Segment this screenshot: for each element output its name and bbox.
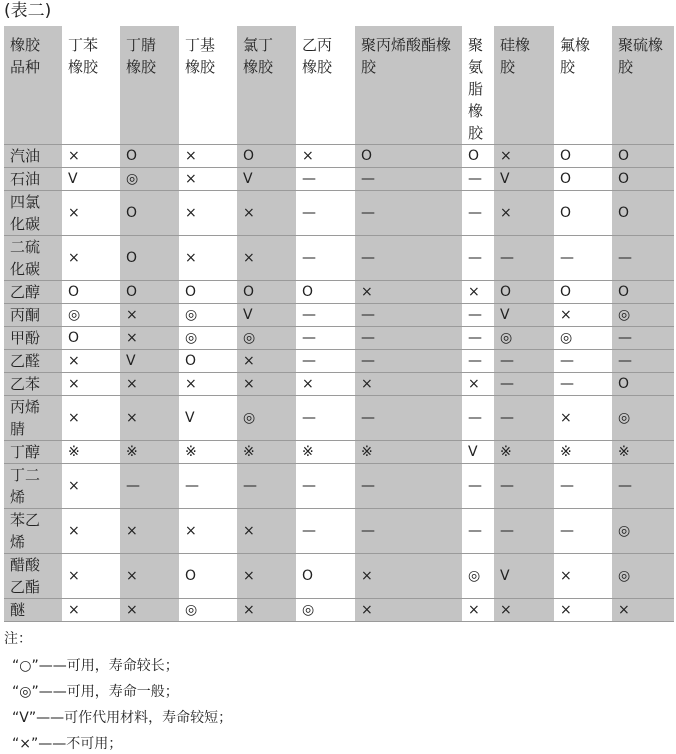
table-cell: —	[554, 350, 612, 373]
table-cell: ※	[494, 441, 554, 464]
row-name: 丙酮	[4, 304, 62, 327]
header-col-1: 丁苯橡胶	[62, 26, 120, 145]
table-row	[4, 281, 674, 304]
table-cell: —	[355, 350, 462, 373]
table-caption: (表二)	[4, 1, 52, 21]
table-cell: —	[554, 236, 612, 281]
table-cell: —	[462, 396, 494, 441]
table-cell: —	[462, 191, 494, 236]
table-cell: ◎	[237, 327, 296, 350]
table-cell: ×	[120, 327, 179, 350]
table-cell: ※	[612, 441, 674, 464]
table-row	[4, 168, 674, 191]
table-cell: O	[355, 145, 462, 168]
table-cell: ×	[494, 599, 554, 622]
table-cell: —	[462, 327, 494, 350]
table-cell: —	[120, 464, 179, 509]
table-cell: —	[355, 236, 462, 281]
table-cell: —	[296, 464, 355, 509]
table-cell: ◎	[296, 599, 355, 622]
table-cell: —	[612, 464, 674, 509]
table-cell: —	[296, 396, 355, 441]
table-cell: ×	[179, 373, 237, 396]
header-col-6: 聚丙烯酸酯橡胶	[355, 26, 462, 145]
notes-title: 注：	[4, 631, 32, 647]
table-cell: ◎	[179, 599, 237, 622]
table-cell: V	[120, 350, 179, 373]
table-cell: O	[62, 281, 120, 304]
table-cell: O	[62, 327, 120, 350]
table-cell: V	[494, 304, 554, 327]
table-cell: —	[462, 304, 494, 327]
table-cell: ×	[179, 509, 237, 554]
row-name: 丁醇	[4, 441, 62, 464]
table-cell: ◎	[462, 554, 494, 599]
row-name: 乙醇	[4, 281, 62, 304]
table-cell: —	[494, 236, 554, 281]
table-cell: ×	[62, 350, 120, 373]
table-cell: ※	[237, 441, 296, 464]
table-cell: —	[494, 509, 554, 554]
table-cell: O	[179, 350, 237, 373]
row-name: 乙苯	[4, 373, 62, 396]
table-row	[4, 599, 674, 622]
table-cell: V	[179, 396, 237, 441]
table-cell: ×	[296, 373, 355, 396]
table-cell: O	[179, 554, 237, 599]
row-name: 醚	[4, 599, 62, 622]
table-cell: ×	[554, 304, 612, 327]
table-cell: —	[296, 168, 355, 191]
table-cell: —	[355, 191, 462, 236]
table-cell: ※	[62, 441, 120, 464]
table-cell: O	[612, 168, 674, 191]
table-cell: ×	[554, 396, 612, 441]
table-cell: O	[462, 145, 494, 168]
table-cell: ◎	[494, 327, 554, 350]
table-cell: ×	[120, 599, 179, 622]
table-cell: ×	[462, 373, 494, 396]
table-cell: O	[237, 145, 296, 168]
table-cell: ×	[554, 554, 612, 599]
table-cell: ◎	[179, 304, 237, 327]
table-cell: ×	[179, 191, 237, 236]
table-cell: ×	[62, 464, 120, 509]
table-cell: —	[494, 396, 554, 441]
table-cell: —	[237, 464, 296, 509]
table-cell: —	[355, 396, 462, 441]
row-name: 苯乙烯	[4, 509, 62, 554]
table-cell: ×	[296, 145, 355, 168]
table-cell: ◎	[237, 396, 296, 441]
table-cell: O	[120, 281, 179, 304]
header-row-label: 橡胶品种	[4, 26, 62, 145]
table-cell: —	[494, 350, 554, 373]
table-cell: ×	[62, 145, 120, 168]
table-cell: ×	[120, 396, 179, 441]
table-cell: ×	[62, 554, 120, 599]
table-cell: —	[612, 327, 674, 350]
table-cell: O	[120, 191, 179, 236]
table-cell: —	[554, 373, 612, 396]
row-name: 四氯化碳	[4, 191, 62, 236]
table-cell: —	[296, 304, 355, 327]
table-cell: ×	[179, 145, 237, 168]
note-item: “○”——可用，寿命较长；	[12, 658, 179, 674]
table-cell: —	[296, 509, 355, 554]
table-cell: ×	[120, 554, 179, 599]
table-cell: ◎	[120, 168, 179, 191]
table-cell: O	[554, 281, 612, 304]
table-cell: V	[494, 168, 554, 191]
table-cell: V	[462, 441, 494, 464]
table-cell: ×	[462, 281, 494, 304]
table-cell: ◎	[62, 304, 120, 327]
table-cell: —	[296, 236, 355, 281]
table-cell: —	[554, 464, 612, 509]
table-cell: ×	[237, 509, 296, 554]
row-name: 二硫化碳	[4, 236, 62, 281]
table-cell: ×	[355, 554, 462, 599]
table-cell: ×	[62, 599, 120, 622]
table-cell: —	[554, 509, 612, 554]
table-cell: O	[179, 281, 237, 304]
table-cell: ※	[296, 441, 355, 464]
header-row	[4, 26, 674, 145]
table-cell: —	[296, 350, 355, 373]
table-cell: ◎	[612, 304, 674, 327]
table-cell: ×	[494, 191, 554, 236]
table-row	[4, 350, 674, 373]
table-cell: O	[296, 281, 355, 304]
table-cell: O	[612, 191, 674, 236]
table-cell: ×	[62, 509, 120, 554]
table-cell: ×	[120, 373, 179, 396]
table-cell: —	[296, 327, 355, 350]
header-col-7: 聚氨脂橡胶	[462, 26, 494, 145]
table-cell: ◎	[554, 327, 612, 350]
table-cell: O	[120, 145, 179, 168]
table-cell: ×	[179, 236, 237, 281]
table-cell: ×	[237, 373, 296, 396]
table-cell: V	[494, 554, 554, 599]
table-cell: —	[612, 236, 674, 281]
table-cell: V	[237, 168, 296, 191]
table-cell: —	[296, 191, 355, 236]
table-row	[4, 373, 674, 396]
table-cell: —	[462, 509, 494, 554]
table-row	[4, 441, 674, 464]
row-name: 醋酸乙酯	[4, 554, 62, 599]
table-cell: O	[554, 145, 612, 168]
table-cell: ×	[237, 350, 296, 373]
row-name: 汽油	[4, 145, 62, 168]
note-item: “◎”——可用，寿命一般；	[12, 684, 179, 700]
header-col-9: 氟橡胶	[554, 26, 612, 145]
table-row	[4, 554, 674, 599]
table-row	[4, 191, 674, 236]
header-col-10: 聚硫橡胶	[612, 26, 674, 145]
table-cell: ×	[237, 236, 296, 281]
table-cell: ×	[237, 191, 296, 236]
table-cell: ×	[120, 304, 179, 327]
table-cell: —	[494, 464, 554, 509]
table-cell: —	[494, 373, 554, 396]
row-name: 丙烯腈	[4, 396, 62, 441]
header-col-4: 氯丁橡胶	[237, 26, 296, 145]
table-cell: ◎	[612, 509, 674, 554]
table-cell: O	[612, 281, 674, 304]
table-cell: —	[462, 168, 494, 191]
table-row	[4, 236, 674, 281]
note-item: “V”——可作代用材料，寿命较短；	[12, 710, 233, 726]
table-cell: O	[237, 281, 296, 304]
table-cell: —	[355, 327, 462, 350]
table-cell: ×	[62, 236, 120, 281]
table-cell: ※	[355, 441, 462, 464]
table-cell: ※	[179, 441, 237, 464]
table-row	[4, 396, 674, 441]
header-col-5: 乙丙橡胶	[296, 26, 355, 145]
table-cell: —	[179, 464, 237, 509]
row-name: 石油	[4, 168, 62, 191]
table-row	[4, 464, 674, 509]
table-cell: ×	[355, 281, 462, 304]
header-col-3: 丁基橡胶	[179, 26, 237, 145]
table-cell: O	[612, 373, 674, 396]
table-row	[4, 509, 674, 554]
table-cell: V	[237, 304, 296, 327]
table-cell: —	[355, 168, 462, 191]
table-cell: —	[355, 304, 462, 327]
header-col-2: 丁腈橡胶	[120, 26, 179, 145]
table-cell: ×	[62, 191, 120, 236]
table-cell: ※	[120, 441, 179, 464]
header-col-8: 硅橡胶	[494, 26, 554, 145]
row-name: 丁二烯	[4, 464, 62, 509]
table-cell: ×	[120, 509, 179, 554]
table-cell: O	[554, 191, 612, 236]
table-cell: ※	[554, 441, 612, 464]
table-cell: ◎	[612, 554, 674, 599]
table-cell: —	[355, 509, 462, 554]
table-cell: ×	[494, 145, 554, 168]
table-cell: ×	[237, 554, 296, 599]
table-cell: ×	[355, 373, 462, 396]
rubber-resistance-table	[4, 26, 674, 622]
table-cell: ×	[612, 599, 674, 622]
table-cell: ×	[554, 599, 612, 622]
table-row	[4, 304, 674, 327]
table-cell: O	[554, 168, 612, 191]
table-cell: ×	[462, 599, 494, 622]
table-cell: ×	[355, 599, 462, 622]
row-name: 乙醛	[4, 350, 62, 373]
table-cell: ×	[62, 396, 120, 441]
row-name: 甲酚	[4, 327, 62, 350]
table-cell: —	[355, 464, 462, 509]
table-cell: ×	[237, 599, 296, 622]
table-cell: V	[62, 168, 120, 191]
table-cell: ◎	[612, 396, 674, 441]
table-cell: O	[612, 145, 674, 168]
table-cell: ◎	[179, 327, 237, 350]
table-row	[4, 327, 674, 350]
table-cell: O	[296, 554, 355, 599]
table-cell: —	[462, 350, 494, 373]
table-cell: ×	[179, 168, 237, 191]
table-cell: O	[120, 236, 179, 281]
note-item: “×”——不可用；	[12, 736, 123, 752]
table-cell: O	[494, 281, 554, 304]
table-cell: ×	[62, 373, 120, 396]
table-cell: —	[462, 236, 494, 281]
table-row	[4, 145, 674, 168]
table-cell: —	[612, 350, 674, 373]
table-cell: —	[462, 464, 494, 509]
